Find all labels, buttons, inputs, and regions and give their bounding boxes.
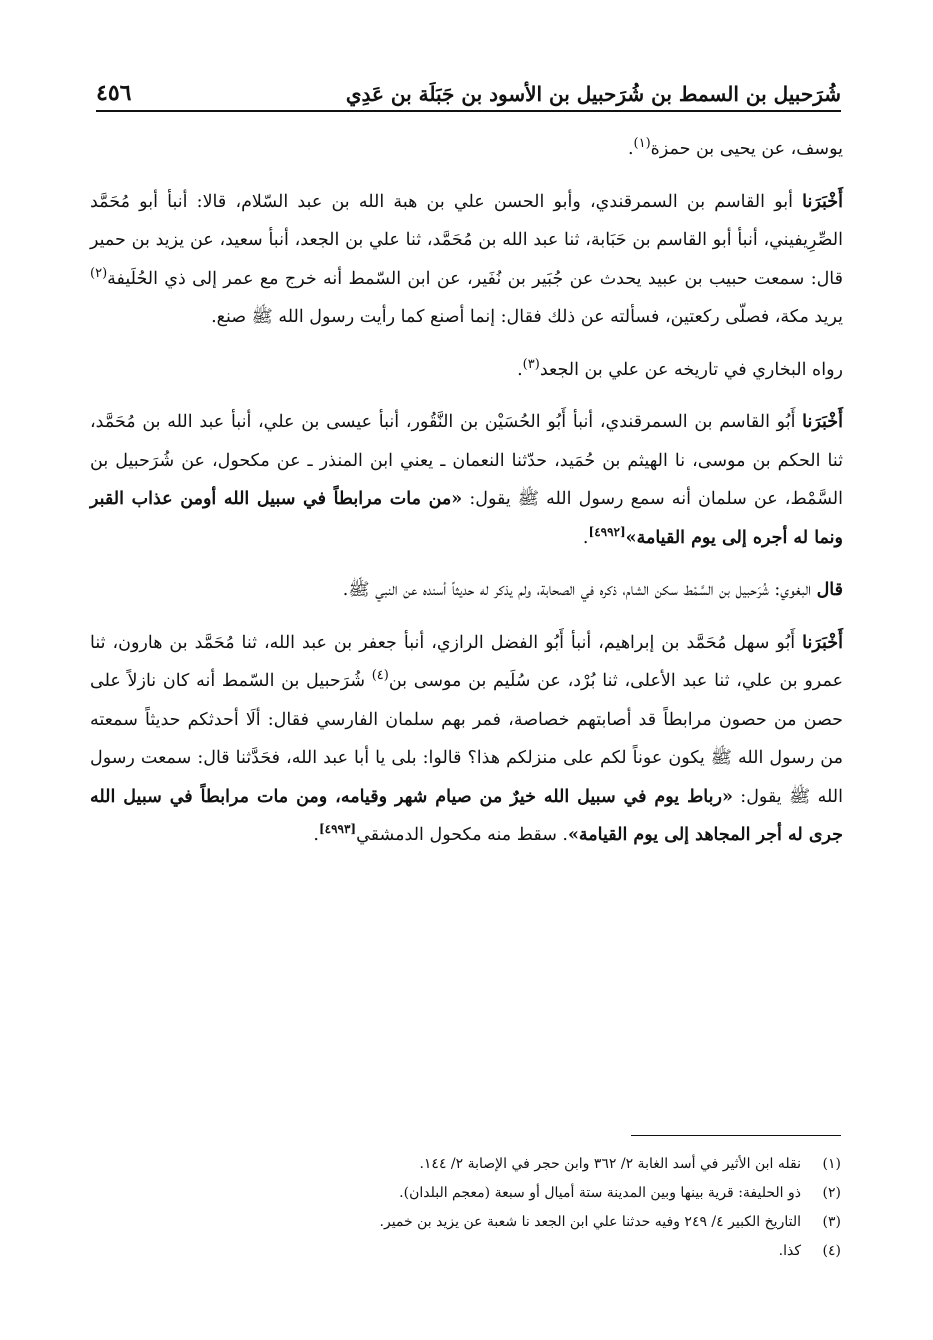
- paragraph-text-cont: شُرَحبيل بن السّمط أنه كان نازلاً على حصن من حصون مرابطاً قد أصابتهم خصاصة، فمر بهم سلمان الفارسي فقال: ألَا أحدثكم حديثاً سمعته من رسول الله ﷺ يكون عوناً لكم على منزلكم هذا؟ قالوا: بلى يا أبا عبد الله، فحَدَّثنا قال: سمعت رسول الله ﷺ يقول:: [90, 671, 843, 807]
- paragraph-text: البغوي: شُرَحبيل بن السَّمْط سكن الشام، ذكره في الصحابة، ولم يذكر له حديثاً أسنده عن النبي ﷺ.: [342, 580, 817, 600]
- footnote-item: [96, 1237, 841, 1266]
- footnote-item: [96, 1150, 841, 1179]
- paragraph-text: رواه البخاري في تاريخه عن علي بن الجعد: [539, 359, 843, 380]
- footnote-number: (٣): [822, 1214, 841, 1230]
- paragraph-end: .: [313, 825, 319, 845]
- isnad-keyword: أَخْبَرَنا: [802, 191, 843, 212]
- footnote-text: التاريخ الكبير ٤/ ٢٤٩ وفيه حدثنا علي ابن الجعد نا شعبة عن يزيد بن خمير.: [379, 1214, 801, 1230]
- footnote-text: نقله ابن الأثير في أسد الغابة ٢/ ٣٦٢ وابن حجر في الإصابة ٢/ ١٤٤.: [419, 1156, 801, 1172]
- running-title: شُرَحبيل بن السمط بن شُرَحبيل بن الأسود بن جَبَلَة بن عَدِي: [345, 82, 841, 106]
- hadith-reference: [٤٩٩٣]: [318, 822, 357, 837]
- footnote-item: [96, 1179, 841, 1208]
- running-header: [96, 66, 841, 112]
- paragraph-4: [90, 403, 843, 557]
- footnote-text: ذو الحليفة: قرية بينها وبين المدينة ستة أميال أو سبعة (معجم البلدان).: [399, 1185, 801, 1201]
- footnote-number: (٤): [822, 1243, 841, 1259]
- paragraph-1: [90, 130, 843, 169]
- footnote-marker: (٤): [371, 668, 389, 684]
- footnote-marker: (٣): [522, 356, 540, 372]
- isnad-keyword: قال: [816, 580, 843, 600]
- isnad-keyword: أَخْبَرَنا: [802, 412, 843, 432]
- footnote-item: [96, 1208, 841, 1237]
- paragraph-3: [90, 351, 843, 390]
- hadith-text: «من مات مرابطاً في سبيل الله أومن عذاب القبر ونما له أجره إلى يوم القيامة»: [90, 489, 843, 548]
- paragraph-text-tail: . سقط منه مكحول الدمشقي: [356, 825, 568, 845]
- paragraph-6: [90, 624, 843, 855]
- paragraph-2: [90, 183, 843, 337]
- hadith-text: «رباط يوم في سبيل الله خيرٌ من صيام شهر وقيامه، ومن مات مرابطاً في سبيل الله جرى له أجر المجاهد إلى يوم القيامة»: [90, 786, 843, 845]
- isnad-keyword: أَخْبَرَنا: [802, 632, 843, 653]
- paragraph-end: .: [582, 527, 589, 548]
- footnotes: [96, 1150, 841, 1266]
- footnote-number: (١): [822, 1156, 841, 1172]
- paragraph-text: أَبُو القاسم بن السمرقندي، أنبأ أَبُو الحُسَيْن بن النَّقُور، أنبأ عيسى بن علي، أنبأ عبد الله بن مُحَمَّد، ثنا الحكم بن موسى، نا الهيثم بن حُمَيد، حدّثنا النعمان ـ يعني ابن المنذر ـ عن مكحول، عن شُرَحبيل بن السَّمْط، عن سلمان أنه سمع رسول الله ﷺ يقول:: [90, 412, 843, 509]
- footnote-marker: (٢): [90, 265, 108, 281]
- main-text: [90, 130, 843, 869]
- page-number: ٤٥٦: [96, 80, 132, 106]
- paragraph-text-cont: يريد مكة، فصلّى ركعتين، فسألته عن ذلك فقال: إنما أصنع كما رأيت رسول الله ﷺ صنع.: [211, 307, 843, 327]
- paragraph-text: أَبُو سهل مُحَمَّد بن إبراهيم، أنبأ أَبُو الفضل الرازي، أنبأ جعفر بن عبد الله، ثنا مُحَمَّد بن هارون، ثنا عمرو بن علي، ثنا عبد الأعلى، ثنا بُرْد، عن سُلَيم بن موسى بن: [90, 632, 844, 691]
- footnote-text: كذا.: [778, 1243, 801, 1259]
- paragraph-end: .: [517, 359, 523, 380]
- footnote-number: (٢): [822, 1185, 841, 1201]
- paragraph-text: أبو القاسم بن السمرقندي، وأبو الحسن علي بن هبة الله بن عبد السّلام، قالا: أنبأ أبو مُحَمَّد الصِّرِيفيني، أنبأ أبو القاسم بن حَبَابة، ثنا عبد الله بن مُحَمَّد، ثنا علي بن الجعد، أنبأ سعيد، عن يزيد بن حمير قال: سمعت حبيب بن عبيد يحدث عن جُبَير بن نُفَير، عن ابن السّمط أنه خرج مع عمر إلى ذي الحُلَيفة: [90, 191, 843, 289]
- hadith-reference: [٤٩٩٢]: [588, 524, 626, 539]
- footnote-marker: (١): [633, 136, 651, 152]
- paragraph-text: يوسف، عن يحيى بن حمزة: [650, 139, 843, 159]
- paragraph-end: .: [627, 139, 634, 159]
- footnote-divider: [631, 1135, 841, 1136]
- paragraph-5: [90, 571, 843, 610]
